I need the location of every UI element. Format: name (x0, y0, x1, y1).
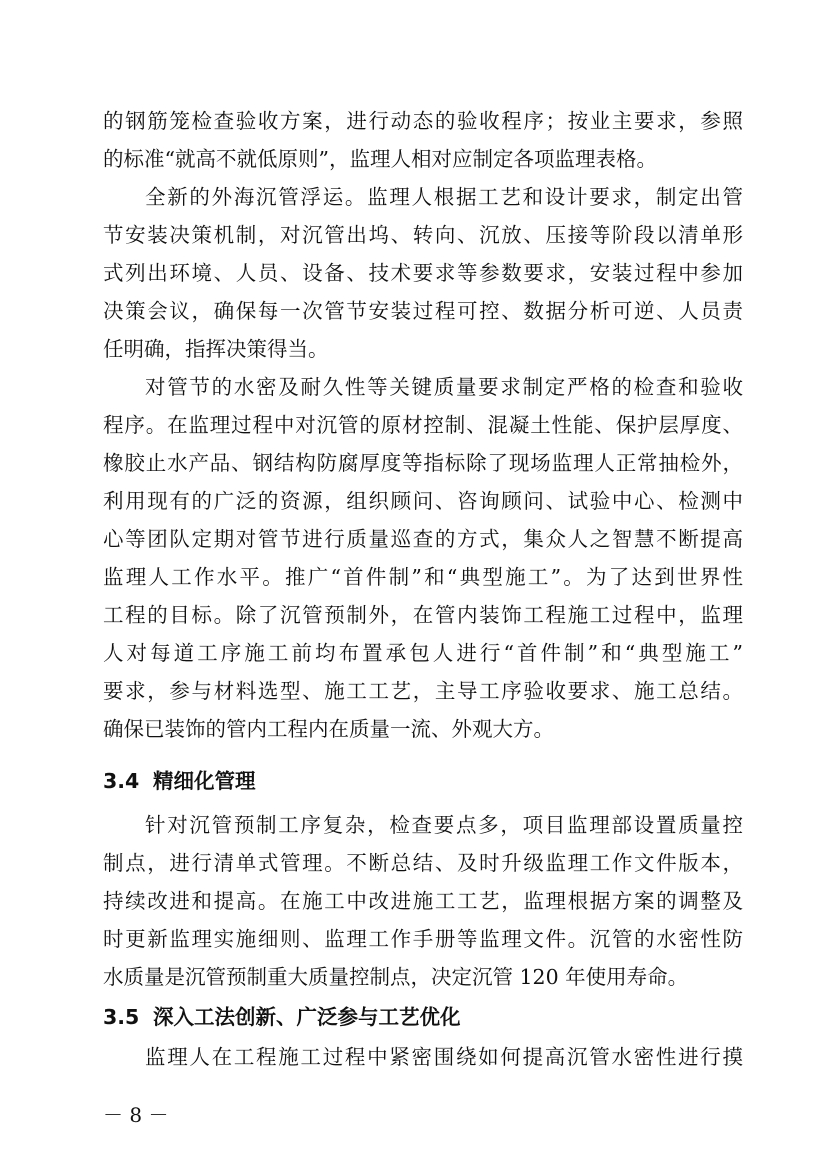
section-number: 3.4 (103, 769, 140, 793)
body-line: 制点，进行清单式管理。不断总结、及时升级监理工作文件版本， (103, 851, 743, 875)
body-line: 的钢筋笼检查验收方案，进行动态的验收程序；按业主要求，参照 (103, 109, 743, 133)
body-line: 水质量是沉管预制重大质量控制点，决定沉管 120 年使用寿命。 (103, 965, 689, 989)
body-line: 确保已装饰的管内工程内在质量一流、外观大方。 (103, 717, 554, 741)
section-heading-3-4 (103, 762, 256, 800)
body-line: 决策会议，确保每一次管节安装过程可控、数据分析可逆、人员责 (103, 299, 743, 323)
body-line: 监理人工作水平。推广“首件制”和“典型施工”。为了达到世界性 (103, 565, 743, 589)
section-title: 精细化管理 (153, 769, 256, 793)
section-title: 深入工法创新、广泛参与工艺优化 (153, 1005, 461, 1029)
body-line: 式列出环境、人员、设备、技术要求等参数要求，安装过程中参加 (103, 261, 743, 285)
section-heading-3-5 (103, 998, 461, 1036)
body-line: 针对沉管预制工序复杂，检查要点多，项目监理部设置质量控 (145, 813, 743, 837)
page-number: － 8 － (103, 1103, 169, 1127)
body-line: 橡胶止水产品、钢结构防腐厚度等指标除了现场监理人正常抽检外， (103, 451, 743, 475)
section-number: 3.5 (103, 1005, 140, 1029)
body-line: 监理人在工程施工过程中紧密围绕如何提高沉管水密性进行摸 (145, 1045, 743, 1069)
body-line: 利用现有的广泛的资源，组织顾问、咨询顾问、试验中心、检测中 (103, 489, 743, 513)
body-line: 心等团队定期对管节进行质量巡查的方式，集众人之智慧不断提高 (103, 527, 743, 551)
body-line: 的标准“就高不就低原则”，监理人相对应制定各项监理表格。 (103, 147, 657, 171)
body-line: 对管节的水密及耐久性等关键质量要求制定严格的检查和验收 (145, 375, 743, 399)
body-line: 时更新监理实施细则、监理工作手册等监理文件。沉管的水密性防 (103, 927, 743, 951)
body-line: 工程的目标。除了沉管预制外，在管内装饰工程施工过程中，监理 (103, 603, 743, 627)
body-line: 持续改进和提高。在施工中改进施工工艺，监理根据方案的调整及 (103, 889, 743, 913)
body-line: 任明确，指挥决策得当。 (103, 337, 329, 361)
body-line: 人对每道工序施工前均布置承包人进行“首件制”和“典型施工” (103, 641, 743, 665)
body-line: 节安装决策机制，对沉管出坞、转向、沉放、压接等阶段以清单形 (103, 223, 743, 247)
body-line: 全新的外海沉管浮运。监理人根据工艺和设计要求，制定出管 (145, 185, 743, 209)
body-line: 要求，参与材料选型、施工工艺，主导工序验收要求、施工总结。 (103, 679, 743, 703)
body-line: 程序。在监理过程中对沉管的原材控制、混凝土性能、保护层厚度、 (103, 413, 743, 437)
